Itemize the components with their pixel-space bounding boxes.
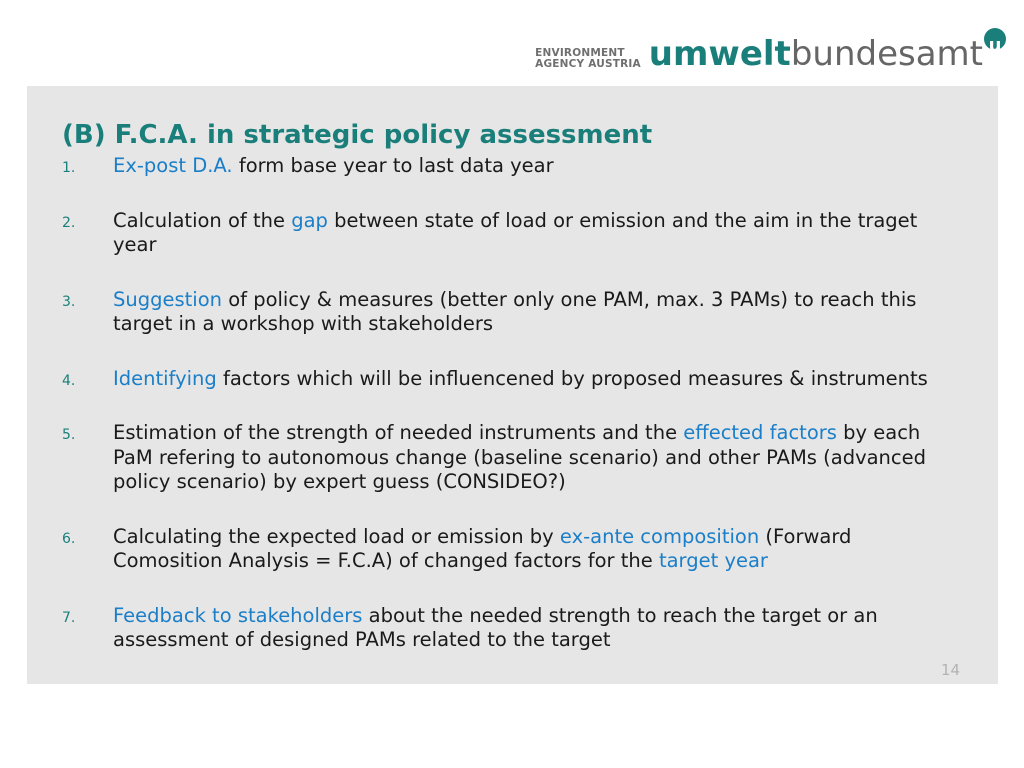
list-item-number: 4.: [62, 372, 76, 389]
policy-steps-list: [62, 154, 962, 653]
highlighted-term: target year: [658, 549, 768, 572]
highlighted-term: ex-ante composition: [559, 524, 760, 548]
highlighted-term: Ex-post D.A.: [113, 154, 233, 177]
agency-name: [535, 48, 641, 70]
list-item: [62, 525, 962, 574]
highlighted-term: gap: [291, 208, 328, 232]
slide-title: (B) F.C.A. in strategic policy assessment: [62, 120, 653, 150]
brand-part-2: bundesamt: [790, 34, 983, 74]
list-item: [62, 421, 962, 495]
brand-part-1: umwelt: [648, 34, 791, 74]
item-text: Calculation of the: [113, 208, 292, 232]
list-item-number: 6.: [62, 530, 76, 547]
item-text: about the needed strength to reach the target or an assessment of designed PAMs related to the target: [113, 603, 878, 651]
item-text: form base year to last data year: [232, 154, 554, 177]
brand-wordmark: [649, 34, 1006, 74]
agency-line-2: AGENCY AUSTRIA: [535, 58, 641, 70]
list-item: [62, 288, 962, 337]
item-text: Estimation of the strength of needed instruments and the: [113, 421, 684, 444]
list-item: [62, 154, 962, 179]
highlighted-term: Identifying: [113, 366, 217, 390]
highlighted-term: Suggestion: [113, 287, 223, 311]
list-item: [62, 209, 962, 258]
list-item-number: 3.: [62, 293, 76, 310]
list-item: [62, 604, 962, 653]
item-text: Calculating the expected load or emission by: [113, 524, 560, 548]
highlighted-term: Feedback to stakeholders: [113, 603, 363, 627]
agency-line-1: ENVIRONMENT: [535, 47, 625, 59]
item-text: (Forward Comosition Analysis = F.C.A) of changed factors for the: [113, 524, 852, 572]
highlighted-term: effected factors: [683, 421, 837, 444]
umweltbundesamt-logo: [535, 22, 1006, 74]
brand-u-mark-icon: [984, 28, 1006, 50]
list-item-number: 7.: [62, 609, 76, 626]
list-item-number: 2.: [62, 214, 76, 231]
item-text: by each PaM refering to autonomous change (baseline scenario) and other PAMs (advanced policy scenario) by expert guess (CONSIDEO?): [113, 421, 927, 493]
list-item-number: 5.: [62, 427, 76, 443]
list-item: [62, 367, 962, 392]
slide-header: [0, 0, 1024, 86]
item-text: between state of load or emission and the aim in the traget year: [113, 208, 918, 256]
page-number: 14: [941, 661, 961, 679]
item-text: of policy & measures (better only one PAM, max. 3 PAMs) to reach this target in a workshop with stakeholders: [113, 287, 917, 335]
list-item-number: 1.: [62, 160, 76, 176]
item-text: factors which will be influencened by proposed measures & instruments: [216, 366, 928, 390]
